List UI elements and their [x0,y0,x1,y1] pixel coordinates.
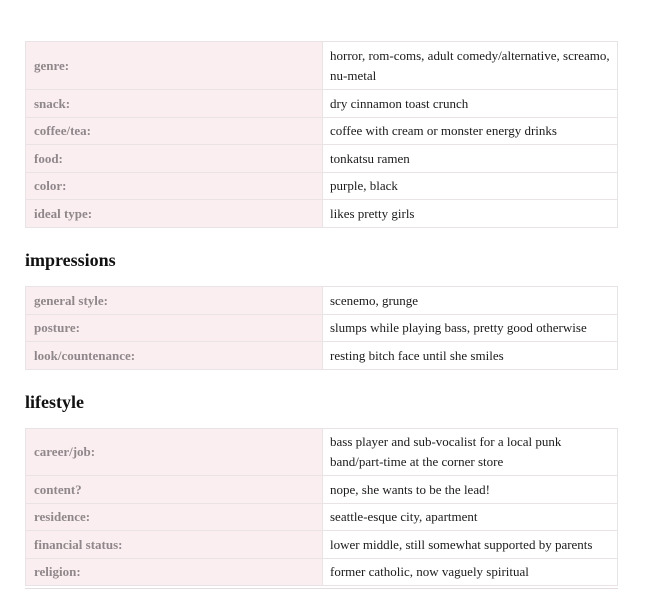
row-value: lower middle, still somewhat supported by parents [323,531,618,559]
lifestyle-table [25,428,618,586]
lifestyle-table-body [26,429,618,586]
table-row [26,200,618,228]
row-label: food: [26,145,323,173]
table-row [26,559,618,586]
section-spacer [25,272,618,286]
row-value: resting bitch face until she smiles [323,342,618,370]
row-value: seattle-esque city, apartment [323,504,618,531]
row-value: tonkatsu ramen [323,145,618,173]
table-row [26,287,618,315]
likes-table [25,41,618,228]
row-label: genre: [26,42,323,90]
row-label: content? [26,476,323,504]
row-value: coffee with cream or monster energy drinks [323,118,618,145]
row-label: color: [26,173,323,200]
row-label: posture: [26,315,323,342]
row-label: coffee/tea: [26,118,323,145]
row-label: career/job: [26,429,323,476]
table-row [26,42,618,90]
table-row [26,531,618,559]
table-row [26,342,618,370]
table-row [26,429,618,476]
impressions-heading: impressions [25,250,116,270]
row-label: financial status: [26,531,323,559]
row-label: ideal type: [26,200,323,228]
row-value: purple, black [323,173,618,200]
table-row [26,173,618,200]
lifestyle-heading: lifestyle [25,392,84,412]
table-row [26,476,618,504]
row-value: former catholic, now vaguely spiritual [323,559,618,586]
profile-content [25,41,618,586]
row-value: dry cinnamon toast crunch [323,90,618,118]
row-label: look/countenance: [26,342,323,370]
likes-table-body [26,42,618,228]
row-label: snack: [26,90,323,118]
section-spacer [25,228,618,248]
section-spacer [25,414,618,428]
row-value: slumps while playing bass, pretty good otherwise [323,315,618,342]
row-label: general style: [26,287,323,315]
table-row [26,145,618,173]
impressions-table-body [26,287,618,370]
row-value: nope, she wants to be the lead! [323,476,618,504]
page-cut-divider [25,588,618,589]
row-value: horror, rom-coms, adult comedy/alternative, screamo, nu-metal [323,42,618,90]
table-row [26,504,618,531]
row-label: religion: [26,559,323,586]
impressions-table [25,286,618,370]
table-row [26,90,618,118]
row-value: scenemo, grunge [323,287,618,315]
row-value: likes pretty girls [323,200,618,228]
table-row [26,118,618,145]
row-label: residence: [26,504,323,531]
table-row [26,315,618,342]
section-spacer [25,370,618,390]
row-value: bass player and sub-vocalist for a local punk band/part-time at the corner store [323,429,618,476]
